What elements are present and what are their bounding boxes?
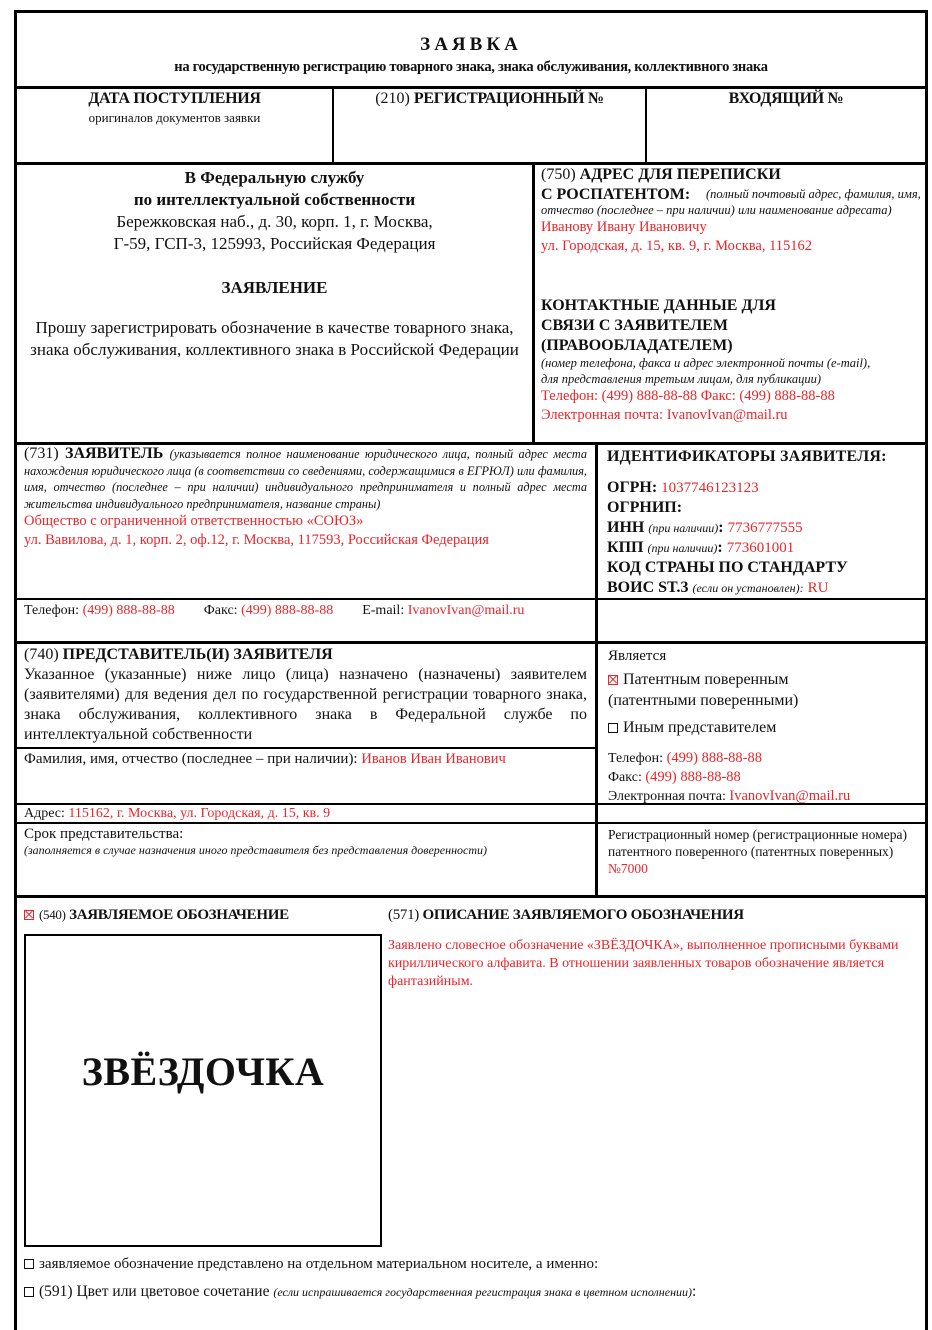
contacts-block: [541, 296, 925, 425]
contacts-phone-fax[interactable]: Телефон: (499) 888-88-88 Факс: (499) 888-88-88: [541, 388, 835, 404]
colon: :: [718, 519, 724, 536]
option-patent-sublabel: (патентными поверенными): [608, 692, 799, 709]
applicant-hint: (указывается полное наименование юридического лица, полный адрес места нахождения юридического лица (в соответствии со сведениями, содержащимися в ЕГРЮЛ) или фамилия, имя, отчество (последнее – при наличии) индивидуального предпринимателя и полный адрес места жительства индивидуального предпринимателя, название страны): [24, 447, 588, 511]
representative-code: (740): [24, 646, 59, 663]
correspondence-title: АДРЕС ДЛЯ ПЕРЕПИСКИ: [579, 166, 781, 183]
rep-phone[interactable]: (499) 888-88-88: [666, 750, 763, 766]
inn-hint: (при наличии): [648, 521, 719, 535]
option-patent-attorney[interactable]: [608, 669, 926, 690]
mark-image-text: ЗВЁЗДОЧКА: [81, 1049, 325, 1094]
form-title-block: [17, 34, 925, 76]
separate-media-row[interactable]: [24, 1256, 598, 1273]
regnum-label: Регистрационный номер (регистрационные номера) патентного поверенного (патентных поверенных): [608, 827, 907, 859]
representative-type-block: [608, 646, 926, 738]
country-code-label: ВОИС ST.3: [607, 579, 689, 596]
applicant-email[interactable]: IvanovIvan@mail.ru: [407, 603, 525, 618]
representative-address[interactable]: 115162, г. Москва, ул. Городская, д. 15, кв. 9: [68, 806, 331, 821]
addressee-line: по интеллектуальной собственности: [133, 190, 416, 209]
representative-term-label: Срок представительства:: [24, 826, 184, 842]
divider: [14, 598, 928, 600]
mark-desc-code: (571): [388, 907, 419, 923]
checkbox-unchecked-icon[interactable]: [24, 1259, 34, 1269]
colon: :: [692, 1283, 697, 1300]
identifiers-title: ИДЕНТИФИКАТОРЫ ЗАЯВИТЕЛЯ:: [607, 448, 887, 465]
mark-title: [24, 907, 289, 924]
mark-desc-title-label: ОПИСАНИЕ ЗАЯВЛЯЕМОГО ОБОЗНАЧЕНИЯ: [422, 907, 744, 923]
applicant-code: (731): [24, 445, 59, 462]
representative-title: ПРЕДСТАВИТЕЛЬ(И) ЗАЯВИТЕЛЯ: [62, 646, 333, 663]
ogrnip-label: ОГРНИП:: [607, 499, 683, 516]
representative-text: Указанное (указанные) ниже лицо (лица) назначено (назначены) заявителем (заявителями) для ведения дел по государственной регистрации товарного знака, знака обслуживания, коллективного знака в Федеральной службе по интеллектуальной собственности: [24, 666, 587, 743]
applicant-contacts: [24, 603, 594, 619]
applicant-fax-label: Факс:: [203, 603, 238, 618]
checkbox-checked-icon[interactable]: [608, 675, 618, 685]
divider: [14, 747, 596, 749]
receipt-date-label: ДАТА ПОСТУПЛЕНИЯ: [88, 90, 261, 107]
correspondence-code: (750): [541, 166, 576, 183]
registration-number-cell[interactable]: [334, 90, 645, 108]
rep-phone-label: Телефон:: [608, 751, 664, 766]
color-hint: (если испрашивается государственная регистрация знака в цветном исполнении): [273, 1285, 693, 1299]
ogrn-value[interactable]: 1037746123123: [661, 480, 759, 496]
rep-email[interactable]: IvanovIvan@mail.ru: [729, 788, 851, 804]
checkbox-unchecked-icon[interactable]: [608, 723, 618, 733]
contacts-email[interactable]: Электронная почта: IvanovIvan@mail.ru: [541, 407, 788, 423]
mark-description[interactable]: Заявлено словесное обозначение «ЗВЁЗДОЧКА», выполненное прописными буквами кириллического алфавита. В отношении заявленных товаров обозначение является фантазийным.: [388, 938, 899, 989]
mark-title-label: ЗАЯВЛЯЕМОЕ ОБОЗНАЧЕНИЕ: [69, 907, 289, 923]
representative-term-hint: (заполняется в случае назначения иного представителя без представления доверенности): [24, 843, 488, 857]
rep-fax-label: Факс:: [608, 770, 642, 785]
representative-term-row[interactable]: [24, 826, 594, 858]
applicant-fax[interactable]: (499) 888-88-88: [241, 603, 334, 618]
form-title: ЗАЯВКА: [420, 34, 522, 55]
correspondence-address[interactable]: ул. Городская, д. 15, кв. 9, г. Москва, 115162: [541, 238, 813, 254]
representative-fio[interactable]: Иванов Иван Иванович: [361, 751, 506, 767]
divider: [14, 895, 928, 898]
representative-contacts: [608, 749, 926, 806]
inn-label: ИНН: [607, 519, 645, 536]
applicant-block: [24, 446, 587, 550]
applicant-title: ЗАЯВИТЕЛЬ: [65, 445, 164, 462]
patent-attorney-regnum: [608, 826, 908, 877]
mark-description-title: [388, 907, 744, 924]
rep-fax[interactable]: (499) 888-88-88: [645, 769, 741, 785]
correspondence-title: С РОСПАТЕНТОМ:: [541, 186, 691, 203]
correspondence-block: [541, 165, 925, 256]
addressee-block: [17, 167, 532, 361]
divider: [14, 86, 928, 89]
addressee-line: В Федеральную службу: [184, 168, 365, 187]
receipt-date-sublabel: оригиналов документов заявки: [88, 110, 261, 125]
divider: [532, 164, 535, 443]
correspondence-name[interactable]: Иванову Ивану Ивановичу: [541, 219, 707, 235]
color-row[interactable]: [24, 1283, 696, 1301]
statement-title: ЗАЯВЛЕНИЕ: [221, 278, 328, 297]
country-code-hint: (если он установлен):: [692, 581, 804, 595]
option-other-representative[interactable]: [608, 717, 926, 738]
correspondence-hint: (полный почтовый адрес, фамилия, имя, отчество (последнее – при наличии) или наименование адресата): [541, 187, 921, 217]
separate-media-label: заявляемое обозначение представлено на отдельном материальном носителе, а именно:: [39, 1256, 599, 1272]
color-code: (591): [39, 1283, 73, 1300]
applicant-phone-label: Телефон:: [24, 603, 80, 618]
representative-is-label: Является: [608, 648, 667, 664]
contacts-hint: (номер телефона, факса и адрес электронной почты (e-mail), для представления третьим лицам, для публикации): [541, 356, 871, 386]
checkbox-checked-icon[interactable]: [24, 910, 34, 920]
colon: :: [717, 539, 723, 556]
mark-image-box[interactable]: [24, 934, 382, 1247]
addressee-line: Г-59, ГСП-3, 125993, Российская Федерация: [113, 234, 436, 253]
applicant-email-label: E-mail:: [362, 603, 405, 618]
incoming-number-label: ВХОДЯЩИЙ №: [728, 90, 844, 107]
inn-value[interactable]: 7736777555: [727, 520, 803, 536]
divider: [14, 641, 928, 644]
mark-code: (540): [39, 907, 66, 922]
statement-text: Прошу зарегистрировать обозначение в качестве товарного знака, знака обслуживания, коллективного знака в Российской Федерации: [30, 318, 519, 359]
kpp-label: КПП: [607, 539, 644, 556]
country-code-label: КОД СТРАНЫ ПО СТАНДАРТУ: [607, 559, 848, 576]
representative-fio-label: Фамилия, имя, отчество (последнее – при наличии):: [24, 751, 358, 767]
kpp-hint: (при наличии): [647, 541, 718, 555]
contacts-title: СВЯЗИ С ЗАЯВИТЕЛЕМ: [541, 317, 728, 334]
country-code-value[interactable]: RU: [807, 580, 829, 596]
divider: [595, 444, 598, 896]
representative-fio-row: [24, 751, 594, 768]
addressee-line: Бережковская наб., д. 30, корп. 1, г. Москва,: [116, 212, 433, 231]
option-other-label: Иным представителем: [623, 719, 777, 736]
option-patent-label: Патентным поверенным: [623, 671, 789, 688]
representative-block: [24, 645, 587, 745]
divider: [14, 822, 928, 824]
registration-code: (210): [375, 90, 410, 107]
representative-address-row: [24, 806, 594, 822]
ogrn-label: ОГРН:: [607, 479, 658, 496]
contacts-title: КОНТАКТНЫЕ ДАННЫЕ ДЛЯ: [541, 297, 776, 314]
color-label: Цвет или цветовое сочетание: [76, 1283, 270, 1300]
incoming-number-cell[interactable]: [647, 90, 925, 108]
applicant-name[interactable]: Общество с ограниченной ответственностью «СОЮЗ»: [24, 513, 364, 529]
applicant-phone[interactable]: (499) 888-88-88: [82, 603, 175, 618]
representative-address-label: Адрес:: [24, 806, 65, 821]
registration-number-label: РЕГИСТРАЦИОННЫЙ №: [413, 90, 604, 107]
identifiers-block: [607, 447, 925, 598]
contacts-title: (ПРАВООБЛАДАТЕЛЕМ): [541, 337, 733, 354]
applicant-address[interactable]: ул. Вавилова, д. 1, корп. 2, оф.12, г. Москва, 117593, Российская Федерация: [24, 532, 489, 548]
form-subtitle: на государственную регистрацию товарного знака, знака обслуживания, коллективного знака: [174, 59, 768, 75]
regnum-value[interactable]: №7000: [608, 861, 648, 876]
checkbox-unchecked-icon[interactable]: [24, 1287, 34, 1297]
receipt-date-cell: [17, 90, 332, 126]
rep-email-label: Электронная почта:: [608, 789, 726, 804]
kpp-value[interactable]: 773601001: [726, 540, 795, 556]
